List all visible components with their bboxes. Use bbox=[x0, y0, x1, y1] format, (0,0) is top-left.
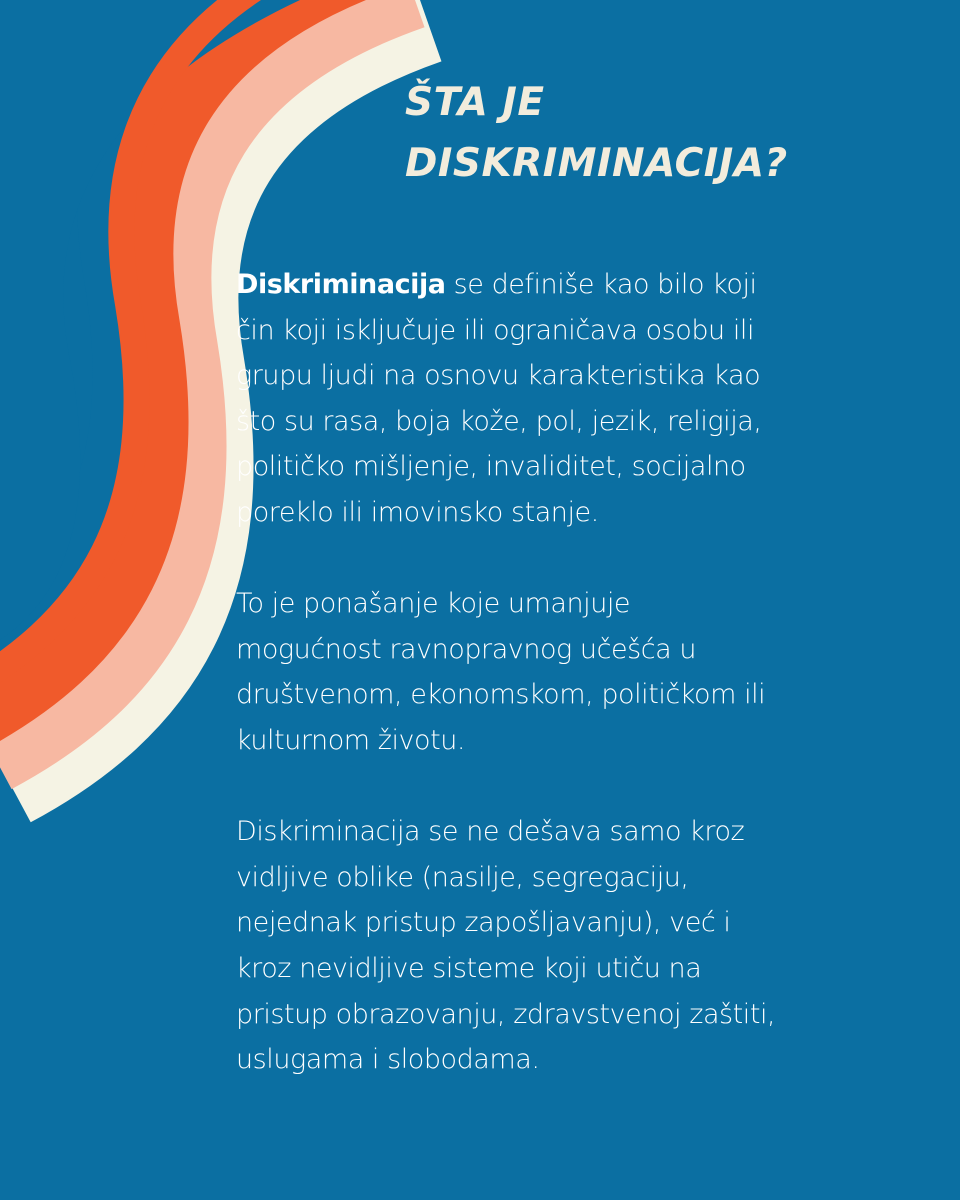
page-title bbox=[405, 72, 865, 194]
paragraph-definition bbox=[236, 262, 896, 536]
text-line: kulturnom životu. bbox=[236, 724, 466, 756]
text-line: To je ponašanje koje umanjuje bbox=[236, 588, 631, 620]
text-line: što su rasa, boja kože, pol, jezik, religija, bbox=[236, 405, 762, 437]
text-line: pristup obrazovanju, zdravstvenoj zaštiti, bbox=[236, 998, 776, 1030]
paragraph-behavior bbox=[236, 581, 896, 763]
text-line: Diskriminacija se ne dešava samo kroz bbox=[236, 816, 745, 848]
text-line: društvenom, ekonomskom, političkom ili bbox=[236, 679, 766, 711]
paragraph-forms bbox=[236, 809, 896, 1083]
lead-word: Diskriminacija bbox=[236, 269, 446, 300]
body-text bbox=[236, 262, 896, 1128]
text-line: grupu ljudi na osnovu karakteristika kao bbox=[236, 360, 761, 392]
text-line: nejednak pristup zapošljavanju), već i bbox=[236, 907, 731, 939]
text-line: čin koji isključuje ili ograničava osobu ili bbox=[236, 314, 754, 346]
text-line: poreklo ili imovinsko stanje. bbox=[236, 496, 599, 528]
title-line-2: DISKRIMINACIJA? bbox=[405, 141, 788, 186]
text-line: političko mišljenje, invaliditet, socijalno bbox=[236, 451, 746, 483]
lead-line-rest: se definiše kao bilo koji bbox=[445, 269, 757, 300]
title-line-1: ŠTA JE bbox=[405, 80, 545, 125]
text-line bbox=[236, 262, 896, 308]
text-line: uslugama i slobodama. bbox=[236, 1044, 540, 1076]
text-line: mogućnost ravnopravnog učešća u bbox=[236, 633, 697, 665]
text-line: kroz nevidljive sisteme koji utiču na bbox=[236, 952, 702, 984]
text-line: vidljive oblike (nasilje, segregaciju, bbox=[236, 861, 689, 893]
